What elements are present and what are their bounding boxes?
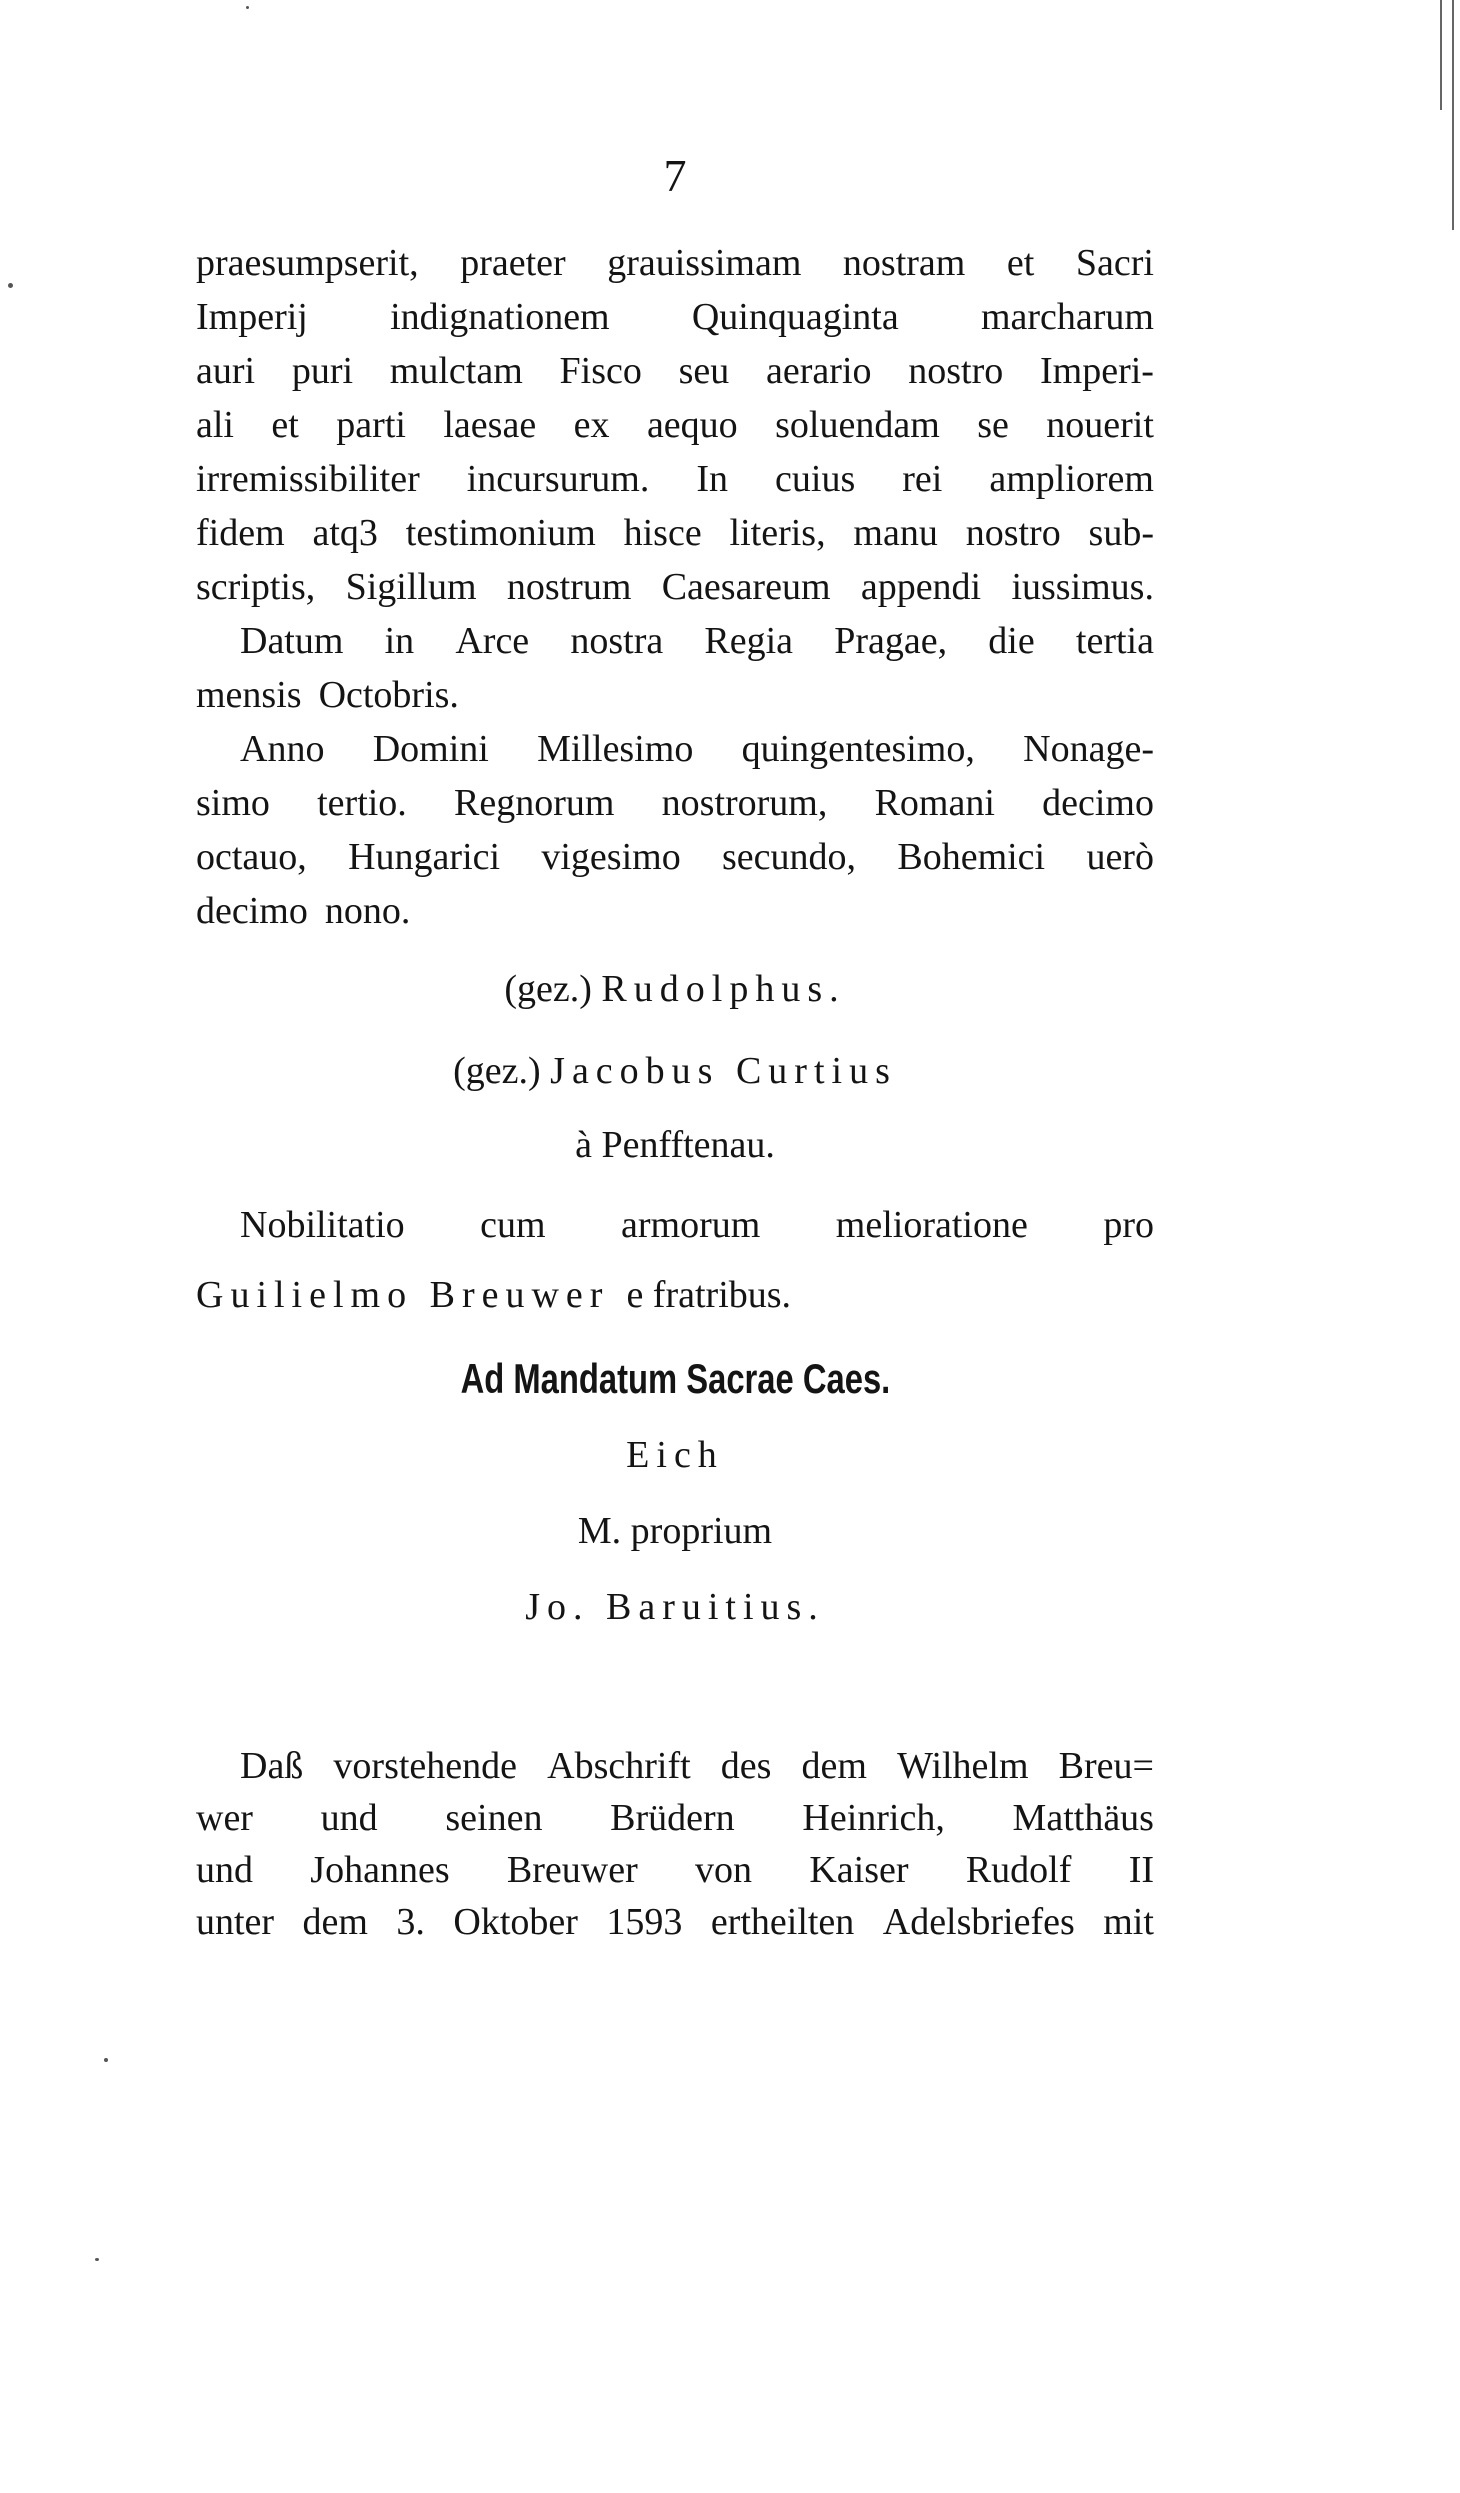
word: ali (196, 404, 234, 446)
word: nono. (324, 890, 411, 932)
word: armorum (621, 1204, 761, 1246)
word: cum (480, 1204, 546, 1246)
word: Millesimo (537, 728, 694, 770)
word: Romani (874, 782, 995, 824)
word: auri (196, 350, 256, 392)
text-line (196, 344, 1154, 398)
word: atq3 (312, 512, 378, 554)
word: Caesareum (661, 566, 831, 608)
scan-edge-mark (1452, 0, 1454, 230)
word: Regnorum (454, 782, 615, 824)
word: Domini (372, 728, 489, 770)
word: Daß (240, 1745, 304, 1787)
signature-penfftenau: à Penfftenau. (575, 1124, 775, 1166)
word: nostra (570, 620, 664, 662)
signature-curtius (0, 1042, 1350, 1100)
signature-prefix: (gez.) (453, 1050, 541, 1092)
word: Brüdern (610, 1797, 735, 1839)
word: scriptis, (196, 566, 316, 608)
word: Nobilitatio (240, 1204, 405, 1246)
fraktur-paragraph-block (196, 1740, 1154, 1948)
signature-rudolphus (0, 960, 1350, 1018)
word: ertheilten (710, 1901, 855, 1943)
word: die (988, 620, 1035, 662)
word: Heinrich, (802, 1797, 945, 1839)
text-line (196, 884, 1154, 938)
text-line (196, 1896, 1154, 1948)
word: dem (302, 1901, 368, 1943)
word: vorstehende (333, 1745, 518, 1787)
word: des (720, 1745, 772, 1787)
scan-speck (104, 2058, 108, 2062)
word: nostram (842, 242, 966, 284)
mandatum-proprium: M. proprium (577, 1510, 773, 1552)
nobilitatio-block (196, 1190, 1154, 1330)
scan-speck (95, 2258, 99, 2261)
word: seinen (445, 1797, 543, 1839)
word: quingentesimo, (741, 728, 975, 770)
scan-speck (246, 6, 249, 9)
word: Guilielmo Breuwer (196, 1274, 610, 1316)
text-line (196, 560, 1154, 614)
word: decimo (1042, 782, 1154, 824)
word: II (1128, 1849, 1154, 1891)
word: nostrum (506, 566, 632, 608)
word: 3. (396, 1901, 425, 1943)
text-line (196, 1190, 1154, 1260)
signature-prefix: (gez.) (504, 968, 592, 1010)
text-line (196, 776, 1154, 830)
word: Octobris. (318, 674, 459, 716)
word: wer (196, 1797, 253, 1839)
text-line (196, 452, 1154, 506)
word: vigesimo (541, 836, 681, 878)
word: Sacri (1075, 242, 1154, 284)
word: hisce (623, 512, 702, 554)
scan-speck (8, 283, 13, 288)
word: laesae (443, 404, 537, 446)
word: pro (1103, 1204, 1154, 1246)
word: nostro (908, 350, 1004, 392)
text-line (196, 830, 1154, 884)
word: et (271, 404, 299, 446)
text-line (196, 398, 1154, 452)
text-line (196, 722, 1154, 776)
word: ex (573, 404, 610, 446)
word: secundo, (722, 836, 857, 878)
word: mit (1103, 1901, 1154, 1943)
word: testimonium (405, 512, 596, 554)
word: rei (902, 458, 943, 500)
signature-name: Jacobus Curtius (550, 1050, 897, 1092)
mandatum-signer: Jo. Baruitius. (525, 1586, 825, 1628)
word: octauo, (196, 836, 307, 878)
word: Matthäus (1012, 1797, 1154, 1839)
word: Bohemici (897, 836, 1046, 878)
word: Adelsbriefes (882, 1901, 1075, 1943)
word: Pragae, (834, 620, 948, 662)
word: nouerit (1046, 404, 1154, 446)
word: puri (291, 350, 354, 392)
word: decimo (196, 890, 308, 932)
signature-name: Rudolphus. (601, 968, 846, 1010)
word: marcharum (980, 296, 1154, 338)
word: manu (853, 512, 938, 554)
word: Datum (240, 620, 344, 662)
word: 1593 (606, 1901, 683, 1943)
word: literis, (729, 512, 826, 554)
word: dem (801, 1745, 867, 1787)
word: melioratione (835, 1204, 1028, 1246)
word: Imperij (196, 296, 308, 338)
text-line (196, 236, 1154, 290)
word: tertio. (317, 782, 407, 824)
word: parti (336, 404, 406, 446)
word: Anno (240, 728, 325, 770)
word: Arce (455, 620, 530, 662)
word: Rudolf (965, 1849, 1072, 1891)
word: Breu= (1058, 1745, 1154, 1787)
word: mensis (196, 674, 302, 716)
word: seu (678, 350, 730, 392)
word: se (977, 404, 1009, 446)
word: Quinquaginta (691, 296, 899, 338)
mandatum-heading: Ad Mandatum Sacrae Caes. (460, 1355, 890, 1402)
word: von (695, 1849, 753, 1891)
word: unter (196, 1901, 275, 1943)
text-line (196, 1260, 1154, 1330)
text-line (196, 668, 1154, 722)
word: In (696, 458, 728, 500)
word: praesumpserit, (196, 242, 419, 284)
word: sub- (1088, 512, 1154, 554)
word: nostrorum, (661, 782, 828, 824)
word: mulctam (389, 350, 523, 392)
word: Nonage- (1023, 728, 1154, 770)
word: Oktober (453, 1901, 578, 1943)
word: soluendam (775, 404, 940, 446)
word: nostro (965, 512, 1061, 554)
word: et (1006, 242, 1035, 284)
word: in (384, 620, 415, 662)
text-line (196, 506, 1154, 560)
word: ampliorem (989, 458, 1154, 500)
word: praeter (460, 242, 566, 284)
word: fidem (196, 512, 285, 554)
word: incursurum. (466, 458, 650, 500)
text-line (196, 1844, 1154, 1896)
word: appendi (860, 566, 982, 608)
word: indignationem (390, 296, 610, 338)
word: irremissibiliter (196, 458, 420, 500)
latin-paragraph-block (196, 236, 1154, 938)
word: Regia (704, 620, 794, 662)
word: Imperi- (1040, 350, 1154, 392)
text-line (196, 614, 1154, 668)
word: e fratribus. (626, 1274, 792, 1316)
word: grauissimam (607, 242, 802, 284)
word: tertia (1075, 620, 1154, 662)
word: Johannes (310, 1849, 450, 1891)
word: Wilhelm (897, 1745, 1029, 1787)
word: iussimus. (1011, 566, 1154, 608)
word: uerò (1086, 836, 1154, 878)
word: aequo (646, 404, 738, 446)
page-number: 7 (663, 150, 687, 201)
text-line (196, 290, 1154, 344)
word: Breuwer (506, 1849, 638, 1891)
mandatum-eich: Eich (626, 1434, 724, 1476)
word: Fisco (559, 350, 642, 392)
text-line (196, 1740, 1154, 1792)
word: Sigillum (345, 566, 477, 608)
word: simo (196, 782, 270, 824)
word: Kaiser (809, 1849, 909, 1891)
word: cuius (775, 458, 856, 500)
word: und (320, 1797, 378, 1839)
text-line (196, 1792, 1154, 1844)
scan-edge-mark (1440, 0, 1442, 110)
word: Hungarici (348, 836, 501, 878)
word: Abschrift (547, 1745, 691, 1787)
word: aerario (766, 350, 872, 392)
word: und (196, 1849, 253, 1891)
